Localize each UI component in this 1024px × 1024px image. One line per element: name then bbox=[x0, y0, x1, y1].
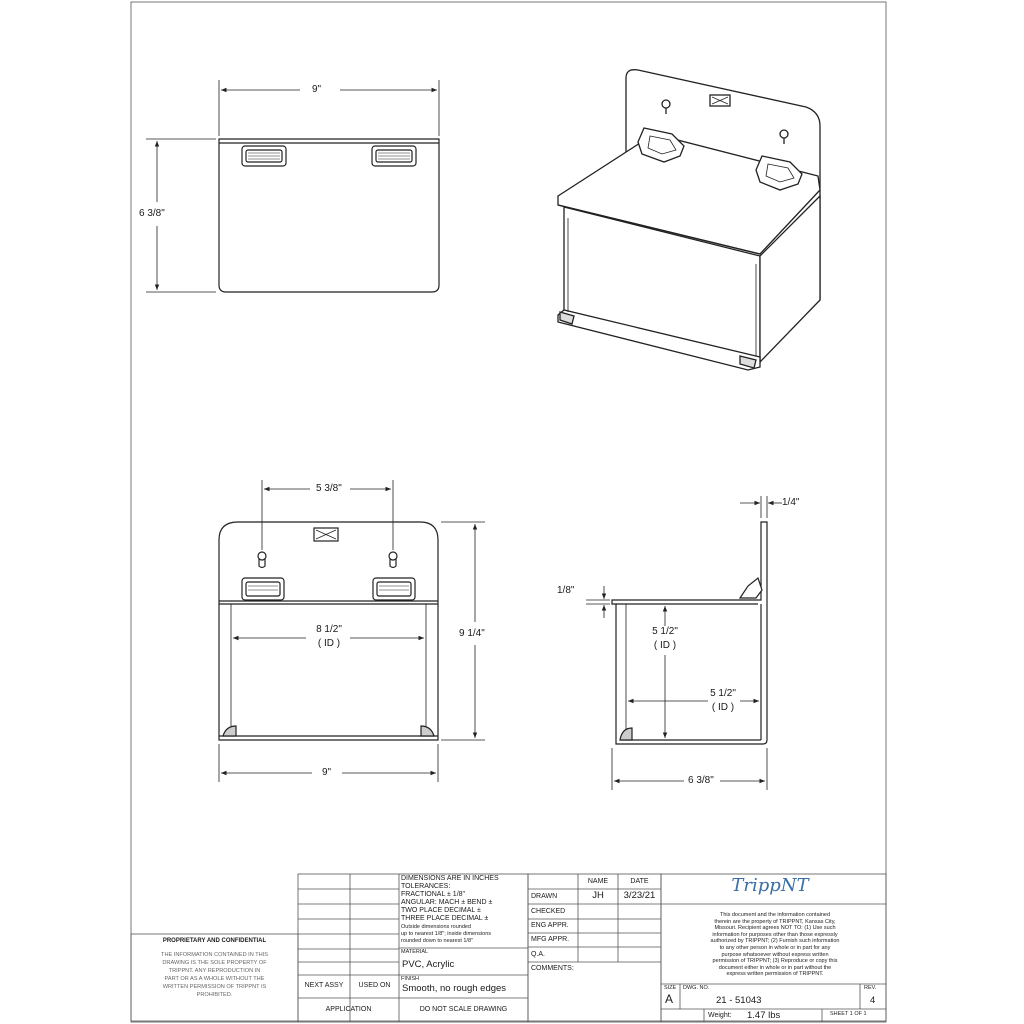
front-height-dim: 6 3/8" bbox=[139, 208, 165, 219]
comments-label: COMMENTS: bbox=[531, 965, 574, 972]
used-on-label: USED ON bbox=[358, 982, 391, 989]
back-width-dim: 9" bbox=[322, 767, 332, 778]
proprietary-line: PROHIBITED. bbox=[196, 992, 233, 998]
back-hinge-left bbox=[242, 578, 284, 600]
dwg-no-label: DWG. NO. bbox=[683, 985, 710, 991]
notice-line: Missouri. Recipient agrees NOT TO: (1) Use such bbox=[714, 925, 836, 932]
dimensions-header: DIMENSIONS ARE IN INCHES bbox=[401, 875, 499, 882]
notice-line: permission of TRIPPNT; (3) Reproduce or copy this bbox=[712, 958, 838, 965]
drawn-name: JH bbox=[592, 890, 604, 901]
drawn-date: 3/23/21 bbox=[623, 890, 656, 901]
side-depth-dim: 6 3/8" bbox=[688, 775, 714, 786]
lid-thickness-dim: 1/8" bbox=[557, 585, 575, 596]
side-view bbox=[612, 522, 767, 744]
outside-note-1: Outside dimensions rounded bbox=[401, 924, 472, 930]
back-hinge-right bbox=[373, 578, 415, 600]
back-height-dim: 9 1/4" bbox=[459, 628, 485, 639]
mfg-appr-label: MFG APPR. bbox=[531, 936, 570, 943]
notice-line: therein are the property of TRIPPNT, Kansas City, bbox=[714, 918, 836, 925]
finish-label: FINISH bbox=[401, 976, 420, 982]
material-value: PVC, Acrylic bbox=[402, 959, 455, 970]
drawn-label: DRAWN bbox=[531, 893, 558, 900]
front-view bbox=[219, 139, 439, 292]
size-value: A bbox=[665, 992, 674, 1006]
proprietary-title: PROPRIETARY AND CONFIDENTIAL bbox=[162, 938, 267, 944]
fractional-tol: FRACTIONAL ± 1/8" bbox=[401, 891, 466, 898]
rev-value: 4 bbox=[870, 995, 876, 1006]
weight-value: 1.47 lbs bbox=[747, 1010, 781, 1021]
date-header: DATE bbox=[630, 878, 649, 885]
hinge-right bbox=[372, 146, 416, 166]
hinge-left bbox=[242, 146, 286, 166]
weight-label: Weight: bbox=[708, 1012, 732, 1019]
side-id-depth-sub: ( ID ) bbox=[711, 702, 735, 713]
checked-label: CHECKED bbox=[531, 908, 566, 915]
trippnt-logo: TrippNT bbox=[731, 875, 809, 896]
proprietary-line: TRIPPNT. ANY REPRODUCTION IN bbox=[168, 968, 261, 974]
two-place-tol: TWO PLACE DECIMAL ± bbox=[401, 907, 481, 914]
notice-line: express written permission of TRIPPNT. bbox=[726, 971, 824, 978]
proprietary-line: THE INFORMATION CONTAINED IN THIS bbox=[161, 952, 268, 958]
application-label: APPLICATION bbox=[325, 1006, 372, 1013]
notice-line: document either in whole or in part without the bbox=[718, 964, 832, 971]
proprietary-line: DRAWING IS THE SOLE PROPERTY OF bbox=[162, 960, 267, 966]
do-not-scale: DO NOT SCALE DRAWING bbox=[419, 1006, 508, 1013]
notice-line: to any other person in whole or in part for any bbox=[719, 944, 831, 951]
sheet-count: SHEET 1 OF 1 bbox=[830, 1011, 867, 1017]
notice-line: purpose whatsoever without express written bbox=[721, 951, 829, 958]
back-dimensions bbox=[219, 480, 485, 782]
dwg-no-value: 21 - 51043 bbox=[716, 995, 762, 1006]
rev-label: REV. bbox=[864, 985, 877, 991]
proprietary-line: WRITTEN PERMISSION OF TRIPPNT IS bbox=[162, 984, 267, 990]
size-label: SIZE bbox=[664, 985, 677, 991]
back-id-width-dim: 8 1/2" bbox=[316, 624, 342, 635]
name-header: NAME bbox=[587, 878, 609, 885]
outside-note-3: rounded down to nearest 1/8" bbox=[401, 938, 473, 944]
three-place-tol: THREE PLACE DECIMAL ± bbox=[401, 915, 489, 922]
notice-text bbox=[690, 912, 860, 978]
side-thickness-dim: 1/4" bbox=[782, 497, 800, 508]
outside-note-2: up to nearest 1/8"; inside dimensions bbox=[401, 931, 492, 937]
hole-spacing-dim: 5 3/8" bbox=[316, 483, 342, 494]
material-label: MATERIAL bbox=[401, 949, 429, 955]
front-width-dim: 9" bbox=[312, 84, 322, 95]
proprietary-text bbox=[131, 951, 298, 999]
notice-line: information for purposes other than those expressly bbox=[712, 931, 838, 938]
side-id-height-sub: ( ID ) bbox=[653, 640, 677, 651]
eng-appr-label: ENG APPR. bbox=[531, 922, 569, 929]
side-id-depth-dim: 5 1/2" bbox=[710, 688, 736, 699]
proprietary-line: PART OR AS A WHOLE WITHOUT THE bbox=[164, 976, 265, 982]
isometric-view bbox=[558, 70, 820, 370]
side-id-height-dim: 5 1/2" bbox=[652, 626, 678, 637]
angular-tol: ANGULAR: MACH ± BEND ± bbox=[401, 899, 493, 906]
next-assy-label: NEXT ASSY bbox=[304, 982, 344, 989]
qa-label: Q.A. bbox=[531, 951, 546, 958]
tolerances-label: TOLERANCES: bbox=[401, 883, 451, 890]
back-id-width-sub: ( ID ) bbox=[317, 638, 341, 649]
notice-line: This document and the information contained bbox=[719, 912, 831, 918]
notice-line: authorized by TRIPPNT; (2) Furnish such information bbox=[710, 938, 840, 945]
finish-value: Smooth, no rough edges bbox=[402, 983, 507, 994]
front-dimensions bbox=[146, 80, 439, 292]
